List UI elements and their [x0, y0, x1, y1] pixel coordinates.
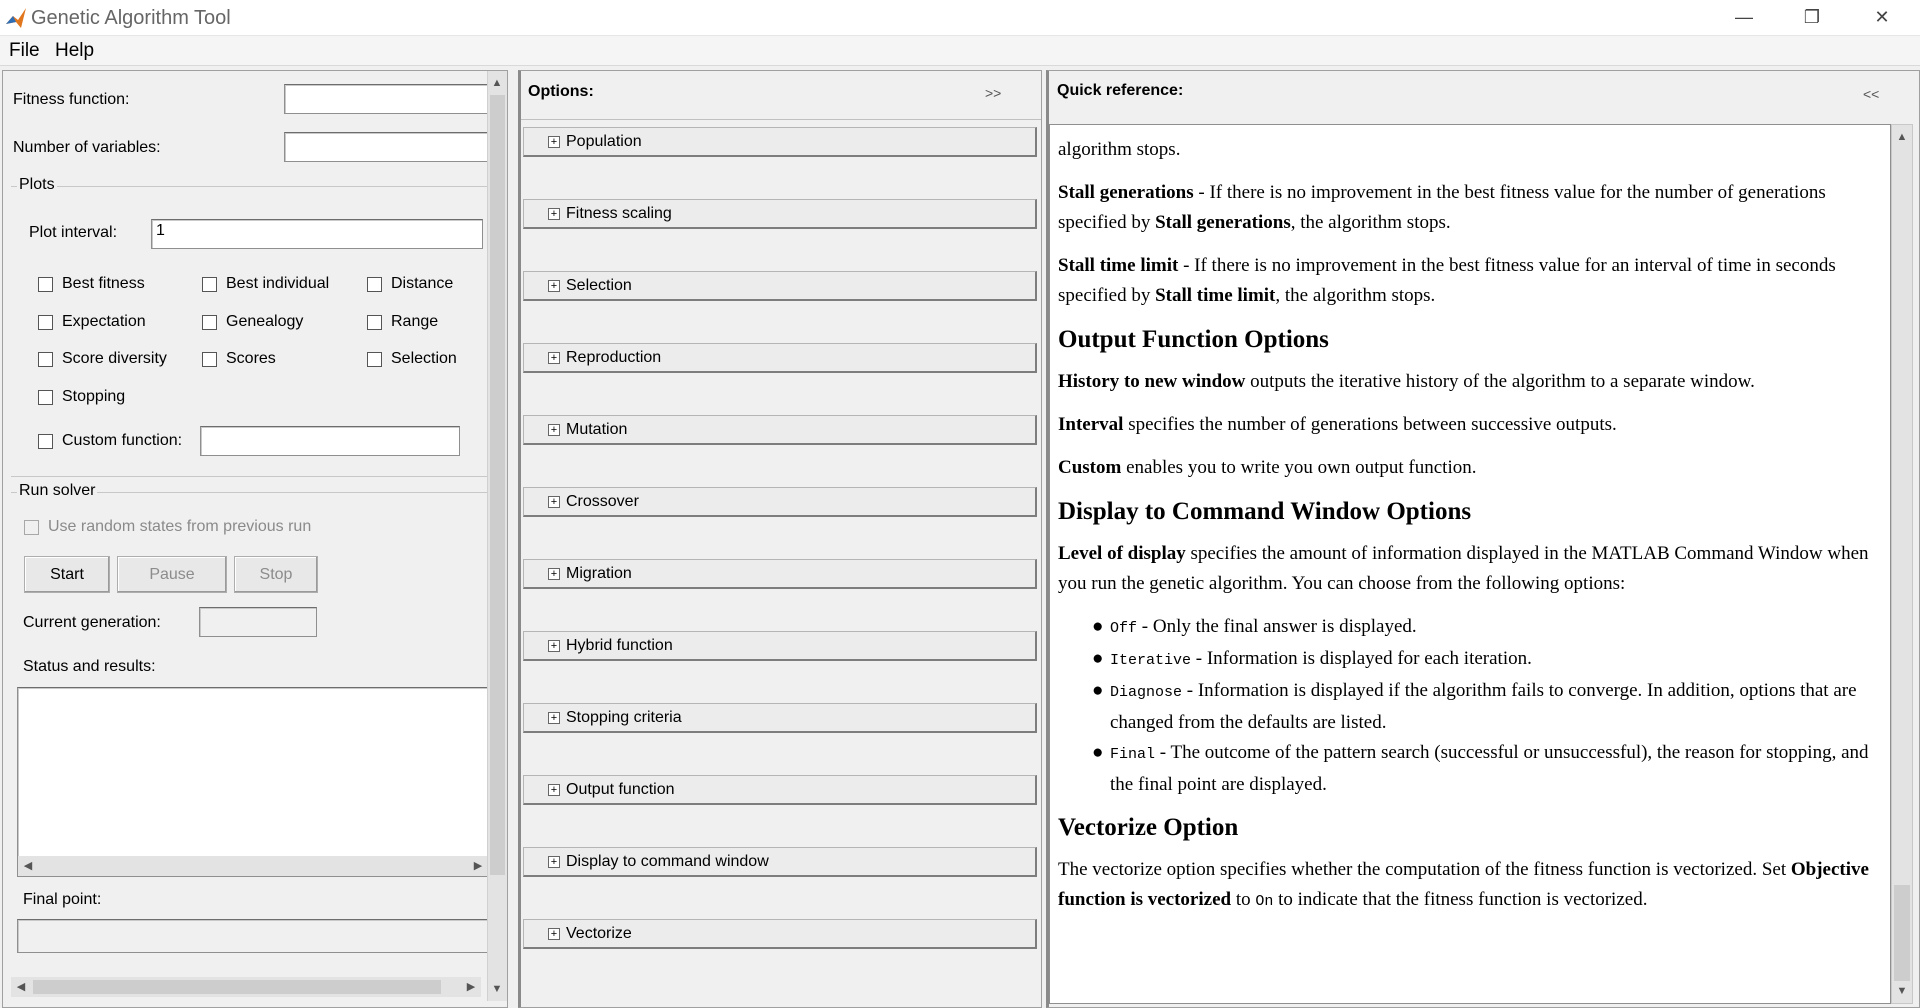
term: Stall time limit: [1155, 285, 1276, 306]
checkbox-best-fitness[interactable]: [38, 275, 145, 293]
fitness-function-input[interactable]: [284, 84, 488, 114]
close-icon[interactable]: ✕: [1874, 6, 1890, 27]
scroll-down-icon[interactable]: ▼: [491, 983, 503, 995]
section-hybrid-function[interactable]: [523, 631, 1037, 661]
code: Diagnose: [1110, 684, 1183, 701]
window-title: Genetic Algorithm Tool: [31, 7, 231, 29]
term: Stall generations: [1058, 182, 1194, 203]
expand-options-button[interactable]: >>: [985, 85, 1002, 101]
bullet-icon: ●: [1092, 742, 1104, 763]
section-population[interactable]: [523, 127, 1037, 157]
expand-plus-icon[interactable]: +: [548, 352, 560, 364]
section-display-to-command-window[interactable]: [523, 847, 1037, 877]
minimize-icon[interactable]: —: [1735, 6, 1753, 27]
checkbox-box[interactable]: [202, 277, 217, 292]
checkbox-box[interactable]: [38, 390, 53, 405]
code: On: [1255, 893, 1274, 910]
scroll-left-icon[interactable]: ◀: [16, 981, 26, 993]
list-item: [1092, 676, 1882, 738]
current-generation-label: Current generation:: [23, 614, 161, 631]
checkbox-label: Stopping: [62, 388, 126, 405]
number-of-variables-input[interactable]: [284, 132, 488, 162]
text: - If there is no improvement in the best fitness value for an interval of time in seconds specified by: [1058, 255, 1836, 306]
section-label: Reproduction: [566, 348, 662, 366]
checkbox-box[interactable]: [38, 434, 53, 449]
quick-reference-vscroll[interactable]: [1891, 124, 1913, 1004]
qr-paragraph: algorithm stops.: [1058, 139, 1181, 160]
checkbox-custom-function[interactable]: [38, 432, 182, 450]
expand-plus-icon[interactable]: +: [548, 928, 560, 940]
final-point-field: [17, 919, 489, 953]
menu-help[interactable]: Help: [55, 40, 95, 61]
checkbox-label: Best individual: [226, 275, 330, 292]
checkbox-box[interactable]: [24, 520, 39, 535]
section-migration[interactable]: [523, 559, 1037, 589]
section-label: Hybrid function: [566, 636, 673, 654]
bullet-icon: ●: [1092, 616, 1104, 637]
menu-bar: [0, 36, 1920, 66]
qr-paragraph-stall-time-limit: [1058, 251, 1882, 311]
scroll-up-icon[interactable]: ▲: [1896, 131, 1908, 143]
checkbox-label: Use random states from previous run: [48, 518, 312, 535]
expand-plus-icon[interactable]: +: [548, 136, 560, 148]
section-mutation[interactable]: [523, 415, 1037, 445]
list-item: [1092, 644, 1882, 676]
qr-paragraph-interval: [1058, 410, 1882, 440]
checkbox-stopping[interactable]: [38, 388, 125, 406]
qr-paragraph-custom: [1058, 453, 1882, 483]
section-label: Migration: [566, 564, 632, 582]
section-vectorize[interactable]: [523, 919, 1037, 949]
text: , the algorithm stops.: [1275, 285, 1436, 306]
options-divider: [521, 119, 1041, 120]
checkbox-box[interactable]: [367, 277, 382, 292]
expand-plus-icon[interactable]: +: [548, 424, 560, 436]
section-label: Fitness scaling: [566, 204, 672, 222]
checkbox-range[interactable]: [367, 313, 438, 331]
checkbox-score-diversity[interactable]: [38, 350, 167, 368]
checkbox-random-states[interactable]: [24, 518, 311, 536]
section-label: Population: [566, 132, 642, 150]
text: - The outcome of the pattern search (successful or unsuccessful), the reason for stopping, and the final point are displayed.: [1110, 742, 1869, 795]
qr-heading-display: Display to Command Window Options: [1058, 498, 1472, 525]
scroll-down-icon[interactable]: ▼: [1896, 985, 1908, 997]
menu-file[interactable]: File: [9, 40, 40, 61]
pause-button[interactable]: Pause: [117, 556, 227, 593]
checkbox-box[interactable]: [38, 352, 53, 367]
checkbox-selection[interactable]: [367, 350, 457, 368]
text: - If there is no improvement in the best fitness value for the number of generations specified by: [1058, 182, 1826, 233]
section-label: Display to command window: [566, 852, 769, 870]
checkbox-box[interactable]: [202, 352, 217, 367]
vscroll-thumb[interactable]: [1894, 885, 1910, 981]
expand-plus-icon[interactable]: +: [548, 208, 560, 220]
term: Stall time limit: [1058, 255, 1179, 276]
checkbox-label: Genealogy: [226, 313, 304, 330]
expand-plus-icon[interactable]: +: [548, 496, 560, 508]
code: Iterative: [1110, 652, 1192, 669]
section-label: Mutation: [566, 420, 628, 438]
term: Level of display: [1058, 543, 1186, 564]
checkbox-box[interactable]: [367, 315, 382, 330]
plot-interval-input[interactable]: 1: [151, 219, 483, 249]
qr-paragraph-vectorize: [1058, 855, 1882, 917]
term: History to new window: [1058, 371, 1246, 392]
final-point-label: Final point:: [23, 891, 102, 908]
custom-function-input[interactable]: [200, 426, 460, 456]
restore-icon[interactable]: ❐: [1803, 6, 1821, 27]
expand-plus-icon[interactable]: +: [548, 640, 560, 652]
section-reproduction[interactable]: [523, 343, 1037, 373]
section-selection[interactable]: [523, 271, 1037, 301]
vscroll-thumb[interactable]: [490, 95, 505, 875]
scroll-up-icon[interactable]: ▲: [491, 77, 503, 89]
checkbox-label: Best fitness: [62, 275, 145, 292]
checkbox-best-individual[interactable]: [202, 275, 329, 293]
checkbox-genealogy[interactable]: [202, 313, 303, 331]
expand-plus-icon[interactable]: +: [548, 568, 560, 580]
checkbox-distance[interactable]: [367, 275, 453, 293]
checkbox-scores[interactable]: [202, 350, 276, 368]
quick-reference-title: Quick reference:: [1057, 82, 1184, 99]
status-results-label: Status and results:: [23, 658, 156, 675]
scroll-right-icon[interactable]: ▶: [473, 860, 483, 872]
qr-paragraph-level: [1058, 539, 1882, 599]
checkbox-box[interactable]: [38, 315, 53, 330]
qr-heading-vectorize: Vectorize Option: [1058, 814, 1239, 841]
section-label: Selection: [566, 276, 632, 294]
checkbox-label: Expectation: [62, 313, 146, 330]
scroll-left-icon[interactable]: ◀: [23, 860, 33, 872]
number-of-variables-label: Number of variables:: [13, 139, 161, 156]
checkbox-expectation[interactable]: [38, 313, 146, 331]
list-item: [1092, 738, 1882, 800]
checkbox-label: Score diversity: [62, 350, 167, 367]
checkbox-box[interactable]: [202, 315, 217, 330]
qr-display-options-list: [1092, 612, 1882, 800]
stop-button[interactable]: Stop: [234, 556, 318, 593]
checkbox-label: Range: [391, 313, 439, 330]
current-generation-field: [199, 607, 317, 637]
section-stopping-criteria[interactable]: [523, 703, 1037, 733]
checkbox-label: Selection: [391, 350, 457, 367]
checkbox-label: Custom function:: [62, 432, 183, 449]
text: The vectorize option specifies whether the computation of the fitness function is vectorized. Set: [1058, 859, 1791, 880]
section-label: Vectorize: [566, 924, 632, 942]
checkbox-label: Scores: [226, 350, 276, 367]
section-label: Crossover: [566, 492, 639, 510]
section-crossover[interactable]: [523, 487, 1037, 517]
term: Interval: [1058, 414, 1124, 435]
text: to indicate that the fitness function is vectorized.: [1273, 889, 1648, 910]
code: Off: [1110, 620, 1138, 637]
run-solver-group-title: Run solver: [19, 482, 96, 499]
qr-paragraph-history: [1058, 367, 1882, 397]
left-panel-vscroll[interactable]: [487, 71, 507, 1001]
section-fitness-scaling[interactable]: [523, 199, 1037, 229]
text: outputs the iterative history of the algorithm to a separate window.: [1245, 371, 1755, 392]
plots-group-title: Plots: [19, 176, 55, 193]
term: Stall generations: [1155, 212, 1291, 233]
section-label: Output function: [566, 780, 675, 798]
plot-interval-label: Plot interval:: [29, 224, 118, 241]
section-output-function[interactable]: [523, 775, 1037, 805]
text: enables you to write you own output function.: [1121, 457, 1477, 478]
section-label: Stopping criteria: [566, 708, 682, 726]
text: specifies the amount of information displayed in the MATLAB Command Window when you run the genetic algorithm. You can choose from the following options:: [1058, 543, 1869, 594]
checkbox-box[interactable]: [367, 352, 382, 367]
qr-paragraph-stall-generations: [1058, 178, 1882, 238]
qr-heading-output: Output Function Options: [1058, 326, 1329, 353]
expand-plus-icon[interactable]: +: [548, 784, 560, 796]
term: Objective function is vectorized: [1058, 859, 1869, 910]
checkbox-box[interactable]: [38, 277, 53, 292]
bullet-icon: ●: [1092, 680, 1104, 701]
text: specifies the number of generations between successive outputs.: [1123, 414, 1617, 435]
matlab-logo-icon: [4, 6, 28, 30]
expand-plus-icon[interactable]: +: [548, 712, 560, 724]
status-hscroll[interactable]: [18, 856, 488, 876]
text: - Information is displayed for each iteration.: [1191, 648, 1532, 669]
text: , the algorithm stops.: [1290, 212, 1451, 233]
text: - Only the final answer is displayed.: [1137, 616, 1417, 637]
expand-plus-icon[interactable]: +: [548, 856, 560, 868]
hscroll-thumb[interactable]: [33, 980, 441, 994]
code: Final: [1110, 746, 1156, 763]
text: to: [1231, 889, 1256, 910]
collapse-quick-reference-button[interactable]: <<: [1863, 86, 1880, 102]
quick-reference-content: [1049, 124, 1891, 1004]
term: Custom: [1058, 457, 1122, 478]
scroll-right-icon[interactable]: ▶: [466, 981, 476, 993]
bullet-icon: ●: [1092, 648, 1104, 669]
text: - Information is displayed if the algorithm fails to converge. In addition, options that are changed from the defaults are listed.: [1110, 680, 1857, 733]
title-bar: [0, 0, 1920, 36]
problem-panel: [2, 70, 508, 1008]
status-results-area[interactable]: [17, 687, 489, 877]
fitness-function-label: Fitness function:: [13, 91, 130, 108]
left-panel-hscroll[interactable]: [11, 977, 481, 997]
options-title: Options:: [528, 83, 594, 100]
start-button[interactable]: Start: [24, 556, 110, 593]
expand-plus-icon[interactable]: +: [548, 280, 560, 292]
list-item: [1092, 612, 1882, 644]
checkbox-label: Distance: [391, 275, 454, 292]
